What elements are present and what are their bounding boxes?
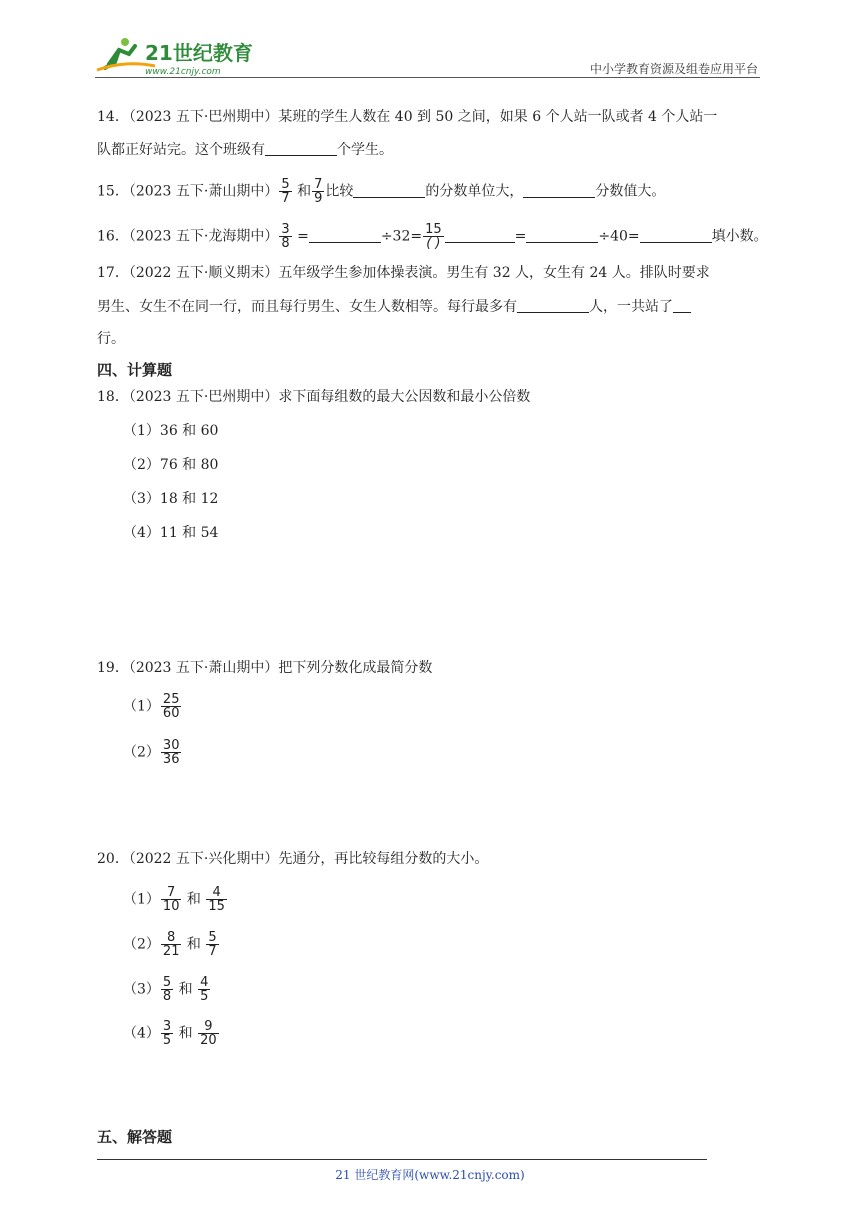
answer-blank[interactable] bbox=[523, 182, 595, 198]
numerator: 5 bbox=[162, 975, 172, 990]
answer-blank[interactable] bbox=[353, 182, 425, 198]
question-text: 人，一共站了 bbox=[589, 299, 673, 315]
answer-blank[interactable] bbox=[526, 227, 598, 243]
question-text: （1） bbox=[123, 891, 160, 908]
question-text: （3） bbox=[123, 981, 160, 998]
logo bbox=[95, 34, 255, 78]
numerator: 25 bbox=[162, 692, 180, 707]
logo-title: 21世纪教育 bbox=[145, 41, 253, 65]
footer-divider bbox=[97, 1159, 707, 1160]
denominator: 15 bbox=[208, 899, 225, 914]
denominator: 36 bbox=[162, 752, 180, 767]
page-header bbox=[95, 30, 760, 80]
denominator: 60 bbox=[162, 706, 180, 721]
answer-blank[interactable] bbox=[265, 140, 337, 156]
denominator: 21 bbox=[162, 944, 180, 959]
question-text: （1） bbox=[123, 698, 160, 715]
numerator: 3 bbox=[281, 222, 290, 237]
denominator: ( ) bbox=[426, 236, 441, 251]
q20-item-2 bbox=[123, 931, 220, 958]
fraction bbox=[279, 223, 291, 250]
numerator: 4 bbox=[200, 975, 209, 990]
fraction bbox=[312, 178, 324, 205]
footer-site[interactable]: 21 世纪教育网(www.21cnjy.com) bbox=[335, 1168, 525, 1182]
q16 bbox=[97, 223, 768, 250]
denominator: 7 bbox=[281, 191, 290, 206]
question-text: ÷40= bbox=[598, 228, 640, 245]
q17-line1: 17．（2022 五下·顺义期末）五年级学生参加体操表演。男生有 32 人，女生有 24 人。排队时要求 bbox=[97, 265, 710, 281]
question-text: = bbox=[292, 228, 309, 245]
question-text: 16．（2023 五下·龙海期中） bbox=[97, 228, 279, 245]
fraction bbox=[198, 976, 210, 1003]
q19-item-1 bbox=[123, 693, 182, 720]
denominator: 9 bbox=[314, 191, 323, 206]
fraction bbox=[161, 739, 182, 766]
denominator: 8 bbox=[281, 236, 290, 251]
numerator: 4 bbox=[206, 886, 227, 900]
question-text: 和 bbox=[174, 981, 198, 998]
q19-item-2 bbox=[123, 739, 182, 766]
denominator: 8 bbox=[162, 989, 172, 1004]
question-text: 和 bbox=[182, 936, 206, 953]
numerator: 8 bbox=[161, 931, 182, 945]
logo-url: www.21cnjy.com bbox=[145, 67, 221, 77]
question-text: 男生、女生不在同一行，而且每行男生、女生人数相等。每行最多有 bbox=[97, 299, 517, 315]
q20-item-4 bbox=[123, 1020, 220, 1047]
section-heading-calculation: 四、计算题 bbox=[97, 361, 173, 379]
numerator: 5 bbox=[208, 930, 217, 945]
header-platform-text: 中小学教育资源及组卷应用平台 bbox=[589, 62, 758, 76]
header-divider bbox=[95, 77, 760, 78]
q18-item-1: （1）36 和 60 bbox=[123, 423, 219, 439]
question-text: 分数值大。 bbox=[595, 183, 666, 200]
fraction bbox=[161, 1020, 173, 1047]
question-text: 队都正好站完。这个班级有 bbox=[97, 142, 265, 158]
question-text: 和 bbox=[182, 891, 206, 908]
question-text: （2） bbox=[123, 936, 160, 953]
denominator: 10 bbox=[162, 899, 180, 914]
q19-title: 19．（2023 五下·萧山期中）把下列分数化成最简分数 bbox=[97, 660, 433, 676]
q14-line2 bbox=[97, 140, 393, 160]
fraction bbox=[161, 886, 182, 913]
fraction bbox=[161, 693, 182, 720]
fraction bbox=[161, 931, 182, 958]
q15 bbox=[97, 178, 665, 205]
answer-blank[interactable] bbox=[445, 227, 515, 243]
q14-line1: 14．（2023 五下·巴州期中）某班的学生人数在 40 到 50 之间，如果 6 个人站一队或者 4 个人站一 bbox=[97, 109, 718, 125]
numerator: 30 bbox=[162, 738, 180, 753]
q18-item-4: （4）11 和 54 bbox=[123, 525, 219, 541]
numerator: 5 bbox=[281, 177, 290, 192]
question-text: 填小数。 bbox=[711, 228, 768, 245]
question-text: 和 bbox=[174, 1025, 198, 1042]
question-text: （2） bbox=[123, 744, 160, 761]
answer-blank[interactable] bbox=[673, 297, 691, 313]
numerator: 9 bbox=[198, 1020, 219, 1034]
fraction bbox=[206, 931, 218, 958]
denominator: 20 bbox=[200, 1033, 217, 1048]
fraction bbox=[161, 976, 173, 1003]
denominator: 7 bbox=[208, 944, 217, 959]
question-text: 15．（2023 五下·萧山期中） bbox=[97, 183, 279, 200]
q18-title: 18．（2023 五下·巴州期中）求下面每组数的最大公因数和最小公倍数 bbox=[97, 389, 531, 405]
section-heading-solve: 五、解答题 bbox=[97, 1128, 173, 1146]
q18-item-3: （3）18 和 12 bbox=[123, 491, 219, 507]
q17-line2 bbox=[97, 297, 691, 317]
question-text: 个学生。 bbox=[337, 142, 393, 158]
question-text: ÷32= bbox=[380, 228, 423, 245]
question-text: = bbox=[514, 228, 527, 245]
denominator: 5 bbox=[162, 1033, 172, 1048]
question-text: 的分数单位大， bbox=[425, 183, 524, 200]
q18-item-2: （2）76 和 80 bbox=[123, 457, 219, 473]
fraction bbox=[423, 223, 444, 250]
question-text: （4） bbox=[123, 1025, 160, 1042]
answer-blank[interactable] bbox=[640, 227, 712, 243]
question-text: 比较 bbox=[325, 183, 354, 200]
numerator: 15 bbox=[425, 222, 442, 237]
numerator: 7 bbox=[314, 177, 323, 192]
q17-line3: 行。 bbox=[97, 331, 125, 347]
denominator: 5 bbox=[200, 989, 209, 1004]
q20-title: 20．（2022 五下·兴化期中）先通分，再比较每组分数的大小。 bbox=[97, 851, 489, 867]
q20-item-3 bbox=[123, 976, 211, 1003]
question-text: 和 bbox=[292, 183, 312, 200]
numerator: 7 bbox=[161, 886, 182, 900]
fraction bbox=[279, 178, 291, 205]
numerator: 3 bbox=[162, 1019, 172, 1034]
answer-blank[interactable] bbox=[309, 227, 381, 243]
fraction bbox=[206, 886, 227, 913]
q20-item-1 bbox=[123, 886, 228, 913]
fraction bbox=[198, 1020, 219, 1047]
answer-blank[interactable] bbox=[517, 297, 589, 313]
